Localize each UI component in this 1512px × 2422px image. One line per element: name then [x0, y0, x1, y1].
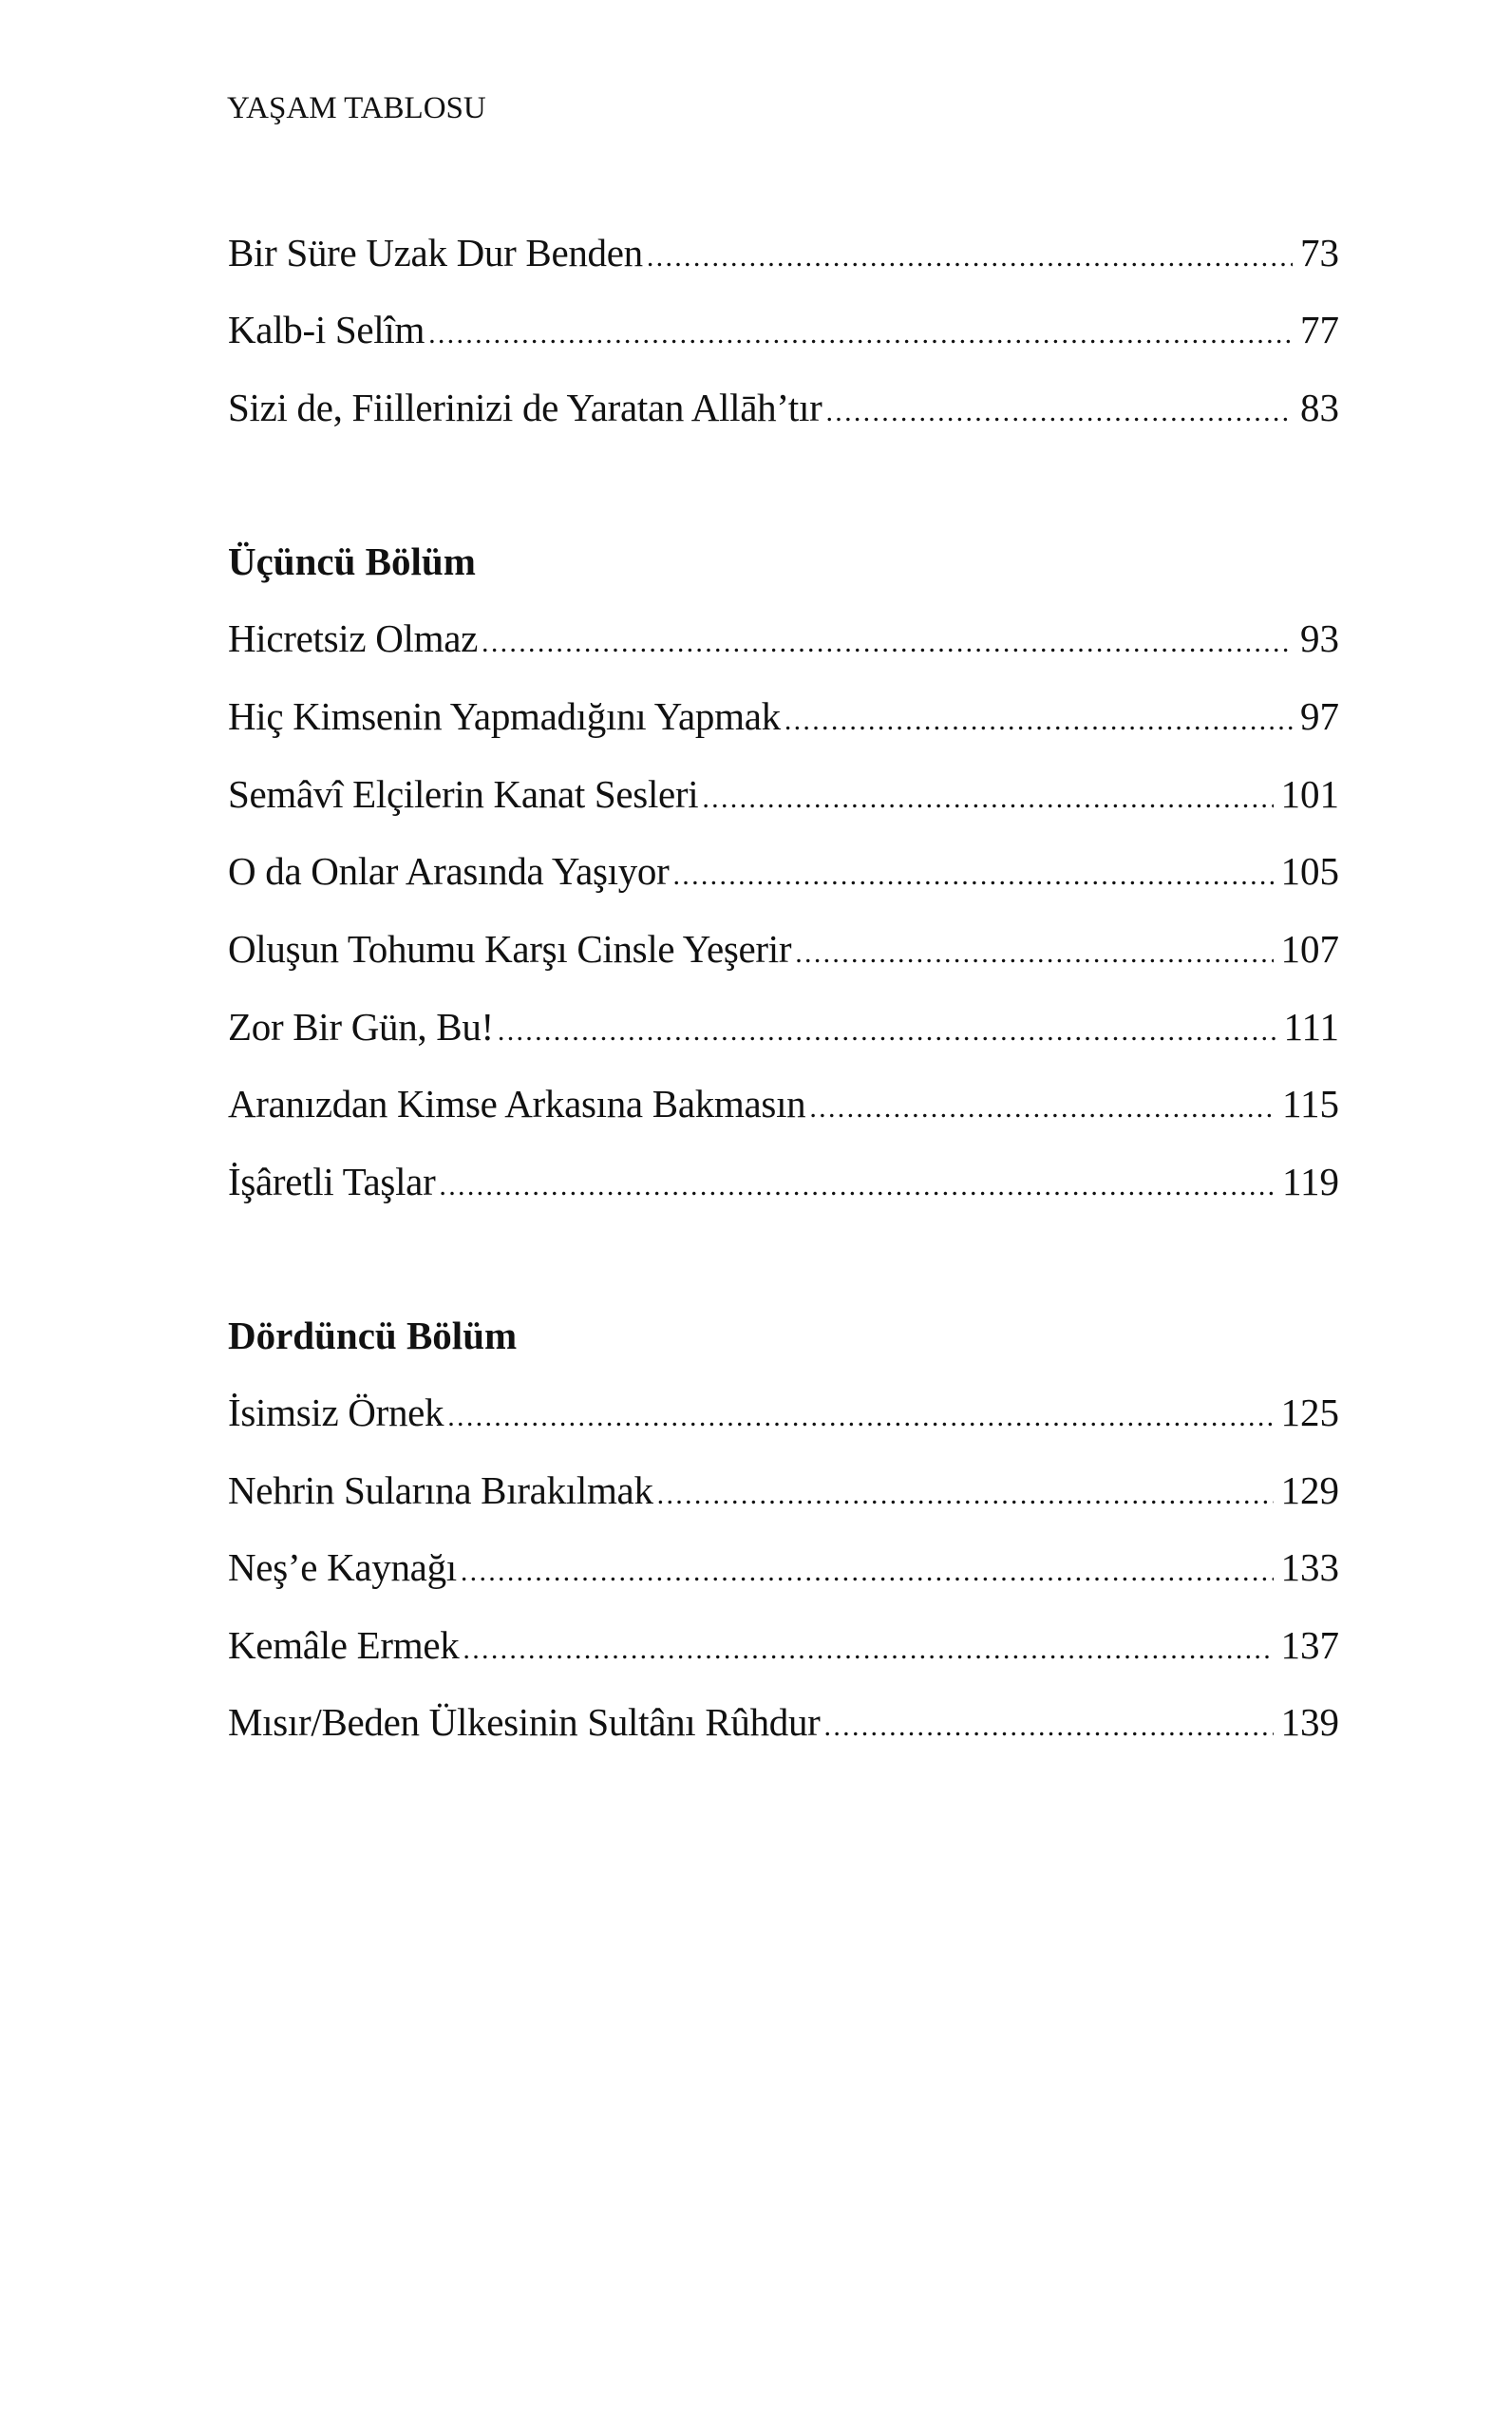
entry-page: 119 — [1282, 1160, 1339, 1203]
entry-title: Zor Bir Gün, Bu! — [228, 1005, 494, 1049]
dot-leader — [657, 1470, 1274, 1520]
section-heading: Üçüncü Bölüm — [228, 539, 476, 583]
dot-leader — [482, 618, 1293, 668]
entry-page: 97 — [1300, 694, 1339, 738]
toc-entry[interactable] — [228, 1079, 1339, 1128]
toc-entry[interactable] — [228, 846, 1339, 896]
entry-title: Oluşun Tohumu Karşı Cinsle Yeşerir — [228, 927, 792, 971]
toc-entry[interactable] — [228, 383, 1339, 432]
toc-entry[interactable] — [228, 1157, 1339, 1206]
entry-title: Bir Süre Uzak Dur Benden — [228, 231, 643, 274]
entry-page: 111 — [1283, 1005, 1339, 1049]
entry-title: Kemâle Ermek — [228, 1623, 460, 1667]
entry-title: Neş’e Kaynağı — [228, 1545, 457, 1589]
entry-page: 93 — [1300, 616, 1339, 660]
dot-leader — [428, 310, 1293, 359]
entry-page: 107 — [1280, 927, 1339, 971]
toc-entry[interactable] — [228, 305, 1339, 354]
entry-title: Kalb-i Selîm — [228, 308, 425, 351]
entry-title: Mısır/Beden Ülkesinin Sultânı Rûhdur — [228, 1700, 821, 1744]
dot-leader — [461, 1547, 1274, 1597]
entry-page: 105 — [1280, 849, 1339, 893]
toc-entry[interactable] — [228, 1697, 1339, 1747]
entry-title: Aranızdan Kimse Arkasına Bakmasın — [228, 1082, 806, 1126]
dot-leader — [702, 774, 1273, 823]
entry-page: 125 — [1280, 1391, 1339, 1434]
entry-title: Hiç Kimsenin Yapmadığını Yapmak — [228, 694, 781, 738]
dot-leader — [824, 1702, 1274, 1751]
toc-entry[interactable] — [228, 1388, 1339, 1437]
entry-page: 73 — [1300, 231, 1339, 274]
entry-title: Hicretsiz Olmaz — [228, 616, 479, 660]
dot-leader — [498, 1007, 1276, 1056]
toc-entry[interactable] — [228, 1620, 1339, 1670]
entry-page: 101 — [1280, 772, 1339, 816]
entry-title: Nehrin Sularına Bırakılmak — [228, 1468, 653, 1512]
toc-entry[interactable] — [228, 691, 1339, 741]
toc-entry[interactable] — [228, 769, 1339, 819]
toc-entry[interactable] — [228, 924, 1339, 974]
dot-leader — [647, 233, 1293, 282]
entry-page: 83 — [1300, 386, 1339, 429]
dot-leader — [784, 696, 1293, 746]
dot-leader — [439, 1162, 1275, 1211]
entry-page: 139 — [1280, 1700, 1339, 1744]
entry-page: 133 — [1280, 1545, 1339, 1589]
dot-leader — [463, 1625, 1273, 1675]
entry-title: Sizi de, Fiillerinizi de Yaratan Allāh’tır — [228, 386, 822, 429]
dot-leader — [447, 1392, 1273, 1442]
toc-entry[interactable] — [228, 1542, 1339, 1592]
toc-entry[interactable] — [228, 614, 1339, 663]
entry-page: 137 — [1280, 1623, 1339, 1667]
toc-entry[interactable] — [228, 1002, 1339, 1051]
entry-page: 129 — [1280, 1468, 1339, 1512]
dot-leader — [825, 388, 1293, 437]
toc-entry[interactable] — [228, 1466, 1339, 1515]
section-heading: Dördüncü Bölüm — [228, 1314, 518, 1357]
running-head: YAŞAM TABLOSU — [227, 91, 486, 125]
dot-leader — [672, 851, 1273, 900]
dot-leader — [795, 929, 1273, 978]
entry-title: Semâvî Elçilerin Kanat Sesleri — [228, 772, 699, 816]
entry-title: İsimsiz Örnek — [228, 1391, 444, 1434]
entry-page: 115 — [1282, 1082, 1339, 1126]
toc-entry[interactable] — [228, 228, 1339, 277]
entry-title: O da Onlar Arasında Yaşıyor — [228, 849, 670, 893]
entry-page: 77 — [1300, 308, 1339, 351]
entry-title: İşâretli Taşlar — [228, 1160, 436, 1203]
dot-leader — [809, 1084, 1275, 1133]
